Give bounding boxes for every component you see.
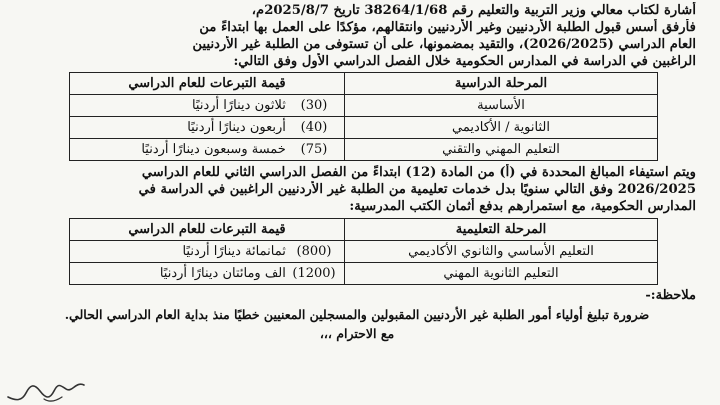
stage-column-header: المرحلة الدراسية (345, 73, 658, 95)
middle-line-1: ويتم استيفاء المبالغ المحددة في (أ) من المادة (12) ابتداءً من الفصل الدراسي الثاني للعام الدراسي (141, 165, 696, 180)
fee-words: الف ومائتان دينارًا أردنيًا (159, 266, 286, 281)
fee-cell (70, 263, 345, 285)
fee-cell (70, 117, 345, 139)
fee-words: ثلاثون دينارًا أردنيًا (191, 98, 286, 113)
fee-words: ثمانمائة دينارًا أردنيًا (182, 244, 286, 259)
table-header-row (70, 219, 658, 241)
first-semester-fees-table (69, 72, 658, 161)
fee-cell (70, 95, 345, 117)
intro-line-1: أشارة لكتاب معالي وزير التربية والتعليم رقم 38264/1/68 تاريخ 2025/8/7م، (251, 3, 696, 18)
table-row (70, 117, 658, 139)
stage-cell: التعليم المهني والتقني (345, 139, 658, 161)
fee-amount: (40) (300, 120, 328, 135)
table-row (70, 95, 658, 117)
stage-cell: الأساسية (345, 95, 658, 117)
note-title: ملاحظة:- (645, 288, 696, 303)
fee-words: أربعون دينارًا أردنيًا (187, 120, 286, 135)
table-row (70, 139, 658, 161)
fee-cell (70, 241, 345, 263)
note-text: ضرورة تبليغ أولياء أمور الطلبة غير الأردنيين المقبولين والمسجلين المعنيين خطيًا منذ بداية العام الدراسي الحالي. (64, 307, 650, 322)
intro-line-4: الراغبين في الدراسة في المدارس الحكومية خلال الفصل الدراسي الأول وفق التالي: (233, 54, 696, 69)
stage-column-header: المرحلة التعليمية (345, 219, 658, 241)
fee-cell (70, 139, 345, 161)
intro-paragraph (18, 2, 696, 70)
table-row (70, 263, 658, 285)
fee-amount: (1200) (292, 266, 336, 281)
annual-fees-table (69, 218, 658, 285)
middle-paragraph (18, 164, 696, 215)
intro-line-3: العام الدراسي (2026/2025)، والتقيد بمضمونها، على أن تستوفى من الطلبة غير الأردنيين (192, 37, 696, 52)
stage-cell: التعليم الأساسي والثانوي الأكاديمي (345, 241, 658, 263)
intro-line-2: فأرفق أسس قبول الطلبة الأردنيين وغير الأردنيين وانتقالهم، مؤكدًا على العمل بها ابتداءً من (199, 20, 696, 35)
closing-greeting: مع الاحترام ،،، (319, 326, 395, 341)
table-row (70, 241, 658, 263)
middle-line-2: 2026/2025 وفق التالي سنويًا بدل خدمات تعليمية من الطلبة غير الأردنيين الراغبين في الدراسة في (138, 182, 696, 197)
table-header-row (70, 73, 658, 95)
fee-column-header: قيمة التبرعات للعام الدراسي (70, 73, 345, 95)
fee-column-header: قيمة التبرعات للعام الدراسي (70, 219, 345, 241)
fee-amount: (75) (300, 142, 328, 157)
fee-amount: (800) (296, 244, 332, 259)
fee-words: خمسة وسبعون دينارًا أردنيًا (141, 142, 286, 157)
fee-amount: (30) (300, 98, 328, 113)
stage-cell: التعليم الثانوية المهني (345, 263, 658, 285)
middle-line-3: المدارس الحكومية، مع استمرارهم بدفع أثمان الكتب المدرسية: (349, 199, 696, 214)
stage-cell: الثانوية / الأكاديمي (345, 117, 658, 139)
handwritten-signature-icon (6, 379, 86, 405)
